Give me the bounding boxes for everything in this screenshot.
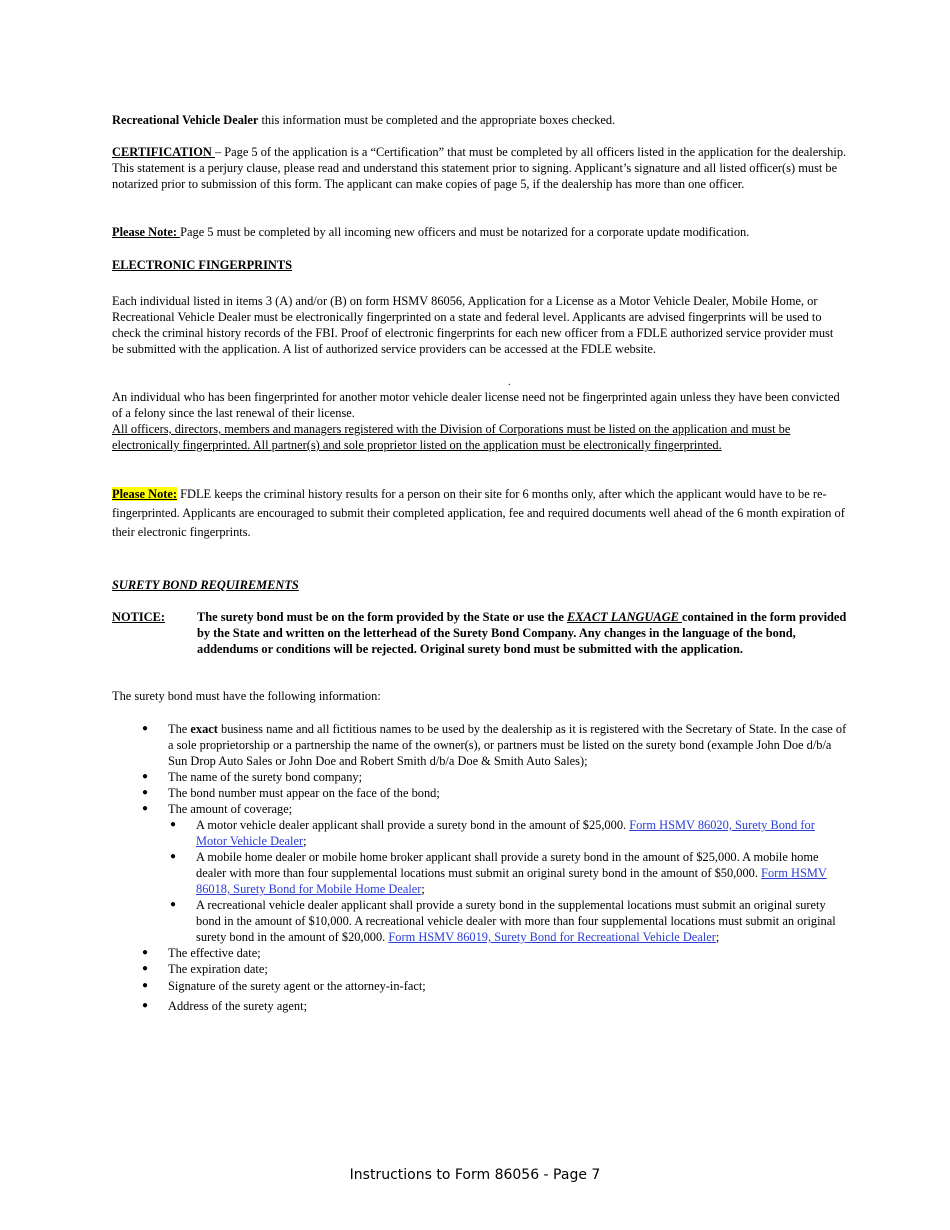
item7-text: Signature of the surety agent or the attorney-in-fact; — [168, 979, 426, 993]
rv-dealer-paragraph — [112, 112, 847, 128]
list-item — [112, 785, 847, 801]
fingerprints-para1: Each individual listed in items 3 (A) and/or (B) on form HSMV 86056, Application for a License as a Motor Vehicle Dealer, Mobile Home, or Recreational Vehicle Dealer must be electronically fingerprinted on a state and federal level. Applicants are advised fingerprints will be used to check the criminal history records of the FBI. Proof of electronic fingerprints for each new officer from a FDLE authorized service provider must be submitted with the application. A list of authorized service providers can be accessed at the FDLE website. — [112, 294, 834, 356]
item1-bold: exact — [190, 722, 218, 736]
list-item — [112, 961, 847, 977]
form-86018-link[interactable]: Form HSMV 86018, Surety Bond for Mobile Home Dealer — [196, 866, 827, 896]
list-item — [112, 769, 847, 785]
certification-label: CERTIFICATION — [112, 145, 215, 159]
bullet-icon: ● — [142, 963, 149, 974]
rv-dealer-text: this information must be completed and the appropriate boxes checked. — [258, 113, 616, 127]
sub-list-item — [112, 817, 847, 849]
list-item — [112, 998, 847, 1014]
fingerprints-para2: An individual who has been fingerprinted for another motor vehicle dealer license need not be fingerprinted again unless they have been convicted of a felony since the last renewal of their license. — [112, 390, 840, 420]
note1-text: Page 5 must be completed by all incoming new officers and must be notarized for a corporate update modification. — [180, 225, 750, 239]
sub2-text-a: A mobile home dealer or mobile home broker applicant shall provide a surety bond in the amount of $25,000. A mobile home dealer with more than four supplemental locations must submit an original surety bond in the amount of $50,000. — [196, 850, 819, 880]
page-footer: Instructions to Form 86056 - Page 7 — [349, 1167, 601, 1183]
notice-text — [197, 609, 847, 657]
bullet-icon: ● — [142, 787, 149, 798]
form-86019-link[interactable]: Form HSMV 86019, Surety Bond for Recreational Vehicle Dealer — [388, 930, 716, 944]
item3-text: The bond number must appear on the face of the bond; — [168, 786, 440, 800]
notice-label: NOTICE: — [112, 610, 166, 624]
rv-dealer-bold: Recreational Vehicle Dealer — [112, 113, 259, 127]
sub-list-item — [112, 849, 847, 897]
list-item — [112, 801, 847, 817]
bullet-icon: ● — [142, 803, 149, 814]
surety-heading: SURETY BOND REQUIREMENTS — [112, 578, 299, 592]
sub2-text-b: ; — [421, 882, 425, 896]
sub1-text-a: A motor vehicle dealer applicant shall provide a surety bond in the amount of $25,000. — [196, 818, 630, 832]
certification-text: – Page 5 of the application is a “Certification” that must be completed by all officers listed in the application for the dealership. This statement is a perjury clause, please read and understand this statement prior to signing. Applicant’s signature and all listed officer(s) must be notarized prior to submission of this form. The applicant can make copies of page 5, if the dealership has more than one officer. — [112, 145, 847, 191]
notice-text-b: contained in the form provided by the State and written on the letterhead of the Surety Bond Company. Any changes in the language of the bond, addendums or conditions will be rejected. Original surety bond must be submitted with the application. — [197, 610, 847, 656]
item6-text: The expiration date; — [168, 962, 268, 976]
list-item — [112, 721, 847, 769]
item4-text: The amount of coverage; — [168, 802, 293, 816]
surety-intro: The surety bond must have the following information: — [112, 689, 381, 703]
fingerprints-heading: ELECTRONIC FINGERPRINTS — [112, 258, 293, 272]
item1-text-a: The — [168, 722, 191, 736]
sub1-text-b: ; — [303, 834, 307, 848]
bullet-icon: ● — [142, 980, 149, 991]
item2-text: The name of the surety bond company; — [168, 770, 363, 784]
bullet-icon: ● — [142, 947, 149, 958]
bullet-icon: ● — [170, 819, 177, 830]
notice-exact-language: EXACT LANGUAGE — [567, 610, 683, 624]
bullet-icon: ● — [170, 899, 177, 910]
note2-label: Please Note: — [112, 487, 178, 501]
list-item — [112, 978, 847, 994]
bullet-icon: ● — [142, 1000, 149, 1011]
note1-label: Please Note: — [112, 225, 181, 239]
stray-period: . — [508, 377, 511, 388]
bullet-icon: ● — [170, 851, 177, 862]
notice-text-a: The surety bond must be on the form provided by the State or use the — [197, 610, 568, 624]
form-86020-link[interactable]: Form HSMV 86020, Surety Bond for Motor Vehicle Dealer — [196, 818, 815, 848]
item8-text: Address of the surety agent; — [168, 999, 308, 1013]
fingerprints-para3: All officers, directors, members and managers registered with the Division of Corporations must be listed on the application and must be electronically fingerprinted. All partner(s) and sole proprietor listed on the application must be electronically fingerprinted. — [112, 422, 791, 452]
sub3-text-b: ; — [715, 930, 720, 944]
surety-requirements-list — [112, 721, 847, 1014]
sub3-text-a: A recreational vehicle dealer applicant shall provide a surety bond in the supplemental locations must submit an original surety bond in the amount of $10,000. A recreational vehicle dealer with more than four supplemental locations must submit an original surety bond in the amount of $20,000. — [196, 898, 836, 944]
certification-paragraph — [112, 144, 847, 192]
list-item — [112, 945, 847, 961]
sub-list-item — [112, 897, 847, 945]
notice-block — [112, 609, 847, 673]
bullet-icon: ● — [142, 723, 149, 734]
note1-paragraph — [112, 224, 847, 240]
item1-text-b: business name and all fictitious names to be used by the dealership as it is registered with the Secretary of State. In the case of a sole proprietorship or a partnership the name of the owner(s), or partners must be listed on the surety bond (example John Doe d/b/a Sun Drop Auto Sales or John Doe and Robert Smith d/b/a Doe & Smith Auto Sales); — [168, 722, 847, 768]
bullet-icon: ● — [142, 771, 149, 782]
item5-text: The effective date; — [168, 946, 261, 960]
note2-paragraph — [112, 485, 847, 542]
note2-text: FDLE keeps the criminal history results for a person on their site for 6 months only, after which the applicant would have to be re-fingerprinted. Applicants are encouraged to submit their completed application, fee and required documents well ahead of the 6 month expiration of their electronic fingerprints. — [112, 487, 845, 539]
